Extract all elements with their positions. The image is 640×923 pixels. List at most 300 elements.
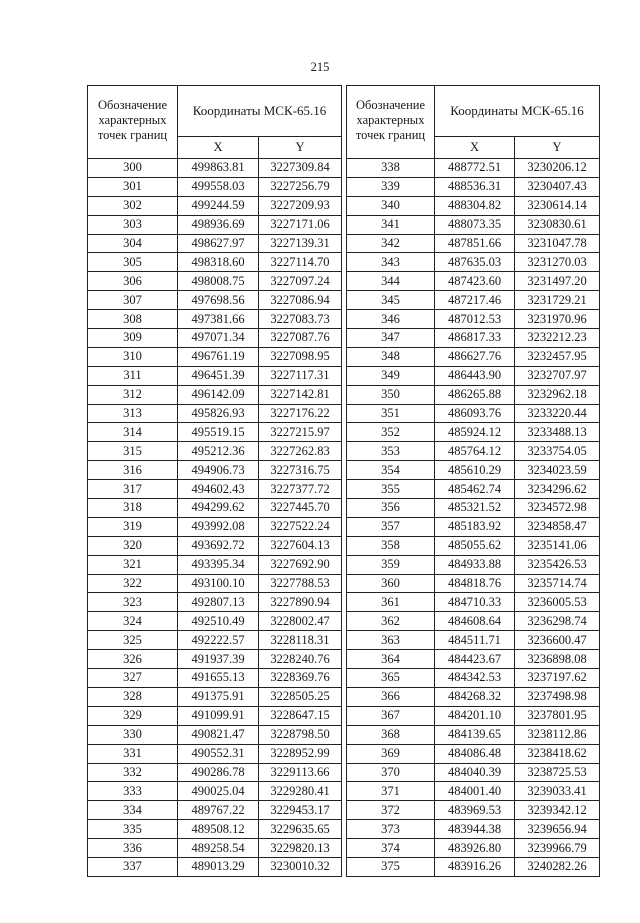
x-coordinate-cell: 483916.26	[435, 857, 515, 876]
point-number-cell: 355	[347, 480, 435, 499]
table-row	[88, 517, 342, 536]
y-coordinate-cell: 3229113.66	[259, 763, 342, 782]
point-number-cell: 306	[88, 272, 178, 291]
table-row	[88, 177, 342, 196]
x-coordinate-cell: 499244.59	[178, 196, 259, 215]
x-coordinate-cell: 487851.66	[435, 234, 515, 253]
point-number-cell: 329	[88, 706, 178, 725]
x-coordinate-cell: 492807.13	[178, 593, 259, 612]
x-coordinate-cell: 486093.76	[435, 404, 515, 423]
y-coordinate-cell: 3237801.95	[515, 706, 600, 725]
point-number-cell: 317	[88, 480, 178, 499]
y-coordinate-cell: 3240282.26	[515, 857, 600, 876]
x-coordinate-cell: 494299.62	[178, 499, 259, 518]
y-coordinate-cell: 3234572.98	[515, 499, 600, 518]
table-row	[88, 196, 342, 215]
y-coordinate-cell: 3228647.15	[259, 706, 342, 725]
y-coordinate-cell: 3234296.62	[515, 480, 600, 499]
x-coordinate-cell: 488304.82	[435, 196, 515, 215]
y-coordinate-cell: 3227083.73	[259, 310, 342, 329]
y-coordinate-cell: 3231497.20	[515, 272, 600, 291]
table-row	[347, 177, 600, 196]
table-row	[88, 574, 342, 593]
table-row	[347, 725, 600, 744]
y-coordinate-cell: 3230614.14	[515, 196, 600, 215]
table-row	[347, 763, 600, 782]
point-number-cell: 342	[347, 234, 435, 253]
table-row	[347, 782, 600, 801]
table-row	[347, 820, 600, 839]
table-row	[347, 423, 600, 442]
table-row	[347, 159, 600, 178]
table-row	[347, 234, 600, 253]
x-coordinate-cell: 484086.48	[435, 744, 515, 763]
y-coordinate-cell: 3227377.72	[259, 480, 342, 499]
point-number-cell: 343	[347, 253, 435, 272]
point-number-cell: 316	[88, 461, 178, 480]
y-coordinate-cell: 3228798.50	[259, 725, 342, 744]
table-row	[347, 839, 600, 858]
coord-system-header: Координаты МСК-65.16	[178, 86, 342, 137]
table-row	[88, 442, 342, 461]
left-table-body	[88, 159, 342, 877]
point-number-cell: 334	[88, 801, 178, 820]
y-coordinate-cell: 3227087.76	[259, 329, 342, 348]
y-coordinate-cell: 3227171.06	[259, 215, 342, 234]
table-row	[88, 763, 342, 782]
y-coordinate-cell: 3234858.47	[515, 517, 600, 536]
table-row	[88, 536, 342, 555]
point-number-cell: 338	[347, 159, 435, 178]
table-row	[88, 480, 342, 499]
x-coordinate-cell: 490025.04	[178, 782, 259, 801]
y-coordinate-cell: 3228118.31	[259, 631, 342, 650]
x-coordinate-cell: 493992.08	[178, 517, 259, 536]
y-coordinate-cell: 3232962.18	[515, 385, 600, 404]
y-coordinate-cell: 3233220.44	[515, 404, 600, 423]
y-coordinate-cell: 3233488.13	[515, 423, 600, 442]
right-table-body	[347, 159, 600, 877]
point-number-cell: 370	[347, 763, 435, 782]
x-coordinate-cell: 485924.12	[435, 423, 515, 442]
x-coordinate-cell: 498318.60	[178, 253, 259, 272]
x-coordinate-cell: 484040.39	[435, 763, 515, 782]
table-row	[88, 839, 342, 858]
point-number-cell: 324	[88, 612, 178, 631]
x-coordinate-cell: 489767.22	[178, 801, 259, 820]
x-coordinate-cell: 486443.90	[435, 366, 515, 385]
y-coordinate-cell: 3227098.95	[259, 347, 342, 366]
point-number-cell: 369	[347, 744, 435, 763]
x-coordinate-cell: 486817.33	[435, 329, 515, 348]
point-number-cell: 326	[88, 650, 178, 669]
table-row	[347, 499, 600, 518]
y-coordinate-cell: 3237197.62	[515, 669, 600, 688]
table-row	[347, 536, 600, 555]
y-coordinate-cell: 3227086.94	[259, 291, 342, 310]
y-coordinate-cell: 3227692.90	[259, 555, 342, 574]
point-number-cell: 371	[347, 782, 435, 801]
y-coordinate-cell: 3232457.95	[515, 347, 600, 366]
x-coordinate-cell: 484710.33	[435, 593, 515, 612]
y-coordinate-cell: 3227176.22	[259, 404, 342, 423]
y-coordinate-cell: 3238725.53	[515, 763, 600, 782]
point-number-cell: 374	[347, 839, 435, 858]
y-coordinate-cell: 3227788.53	[259, 574, 342, 593]
point-number-cell: 345	[347, 291, 435, 310]
x-coordinate-cell: 488536.31	[435, 177, 515, 196]
x-coordinate-cell: 496761.19	[178, 347, 259, 366]
point-number-cell: 349	[347, 366, 435, 385]
y-coordinate-cell: 3231970.96	[515, 310, 600, 329]
x-coordinate-cell: 494906.73	[178, 461, 259, 480]
y-column-header: Y	[515, 137, 600, 159]
point-number-cell: 373	[347, 820, 435, 839]
y-coordinate-cell: 3227097.24	[259, 272, 342, 291]
point-number-cell: 319	[88, 517, 178, 536]
x-coordinate-cell: 495519.15	[178, 423, 259, 442]
x-coordinate-cell: 484001.40	[435, 782, 515, 801]
coordinates-table-left	[87, 85, 342, 877]
table-row	[88, 801, 342, 820]
table-row	[88, 593, 342, 612]
y-coordinate-cell: 3227256.79	[259, 177, 342, 196]
point-number-cell: 339	[347, 177, 435, 196]
x-coordinate-cell: 489258.54	[178, 839, 259, 858]
x-coordinate-cell: 499558.03	[178, 177, 259, 196]
table-row	[88, 366, 342, 385]
x-coordinate-cell: 485764.12	[435, 442, 515, 461]
y-coordinate-cell: 3227309.84	[259, 159, 342, 178]
y-coordinate-cell: 3227142.81	[259, 385, 342, 404]
table-row	[88, 272, 342, 291]
point-number-cell: 357	[347, 517, 435, 536]
table-row	[347, 706, 600, 725]
x-coordinate-cell: 484818.76	[435, 574, 515, 593]
table-row	[88, 744, 342, 763]
x-coordinate-cell: 487423.60	[435, 272, 515, 291]
x-coordinate-cell: 484139.65	[435, 725, 515, 744]
point-number-cell: 337	[88, 857, 178, 876]
y-coordinate-cell: 3227445.70	[259, 499, 342, 518]
point-number-cell: 312	[88, 385, 178, 404]
point-number-cell: 311	[88, 366, 178, 385]
point-number-cell: 325	[88, 631, 178, 650]
y-coordinate-cell: 3231270.03	[515, 253, 600, 272]
page-number: 215	[310, 60, 330, 74]
x-coordinate-cell: 495212.36	[178, 442, 259, 461]
table-row	[347, 593, 600, 612]
table-row	[347, 272, 600, 291]
table-row	[347, 574, 600, 593]
x-coordinate-cell: 498627.97	[178, 234, 259, 253]
table-row	[88, 385, 342, 404]
y-coordinate-cell: 3230010.32	[259, 857, 342, 876]
y-coordinate-cell: 3228002.47	[259, 612, 342, 631]
x-coordinate-cell: 490286.78	[178, 763, 259, 782]
point-number-cell: 344	[347, 272, 435, 291]
y-coordinate-cell: 3232212.23	[515, 329, 600, 348]
x-coordinate-cell: 495826.93	[178, 404, 259, 423]
x-coordinate-cell: 484268.32	[435, 687, 515, 706]
x-coordinate-cell: 488772.51	[435, 159, 515, 178]
y-coordinate-cell: 3227139.31	[259, 234, 342, 253]
y-column-header: Y	[259, 137, 342, 159]
y-coordinate-cell: 3239033.41	[515, 782, 600, 801]
point-number-cell: 300	[88, 159, 178, 178]
point-number-cell: 336	[88, 839, 178, 858]
table-row	[88, 612, 342, 631]
point-number-cell: 308	[88, 310, 178, 329]
x-column-header: X	[178, 137, 259, 159]
table-row	[347, 461, 600, 480]
point-number-cell: 352	[347, 423, 435, 442]
table-row	[88, 820, 342, 839]
y-coordinate-cell: 3227604.13	[259, 536, 342, 555]
x-coordinate-cell: 484342.53	[435, 669, 515, 688]
x-coordinate-cell: 490821.47	[178, 725, 259, 744]
x-coordinate-cell: 485055.62	[435, 536, 515, 555]
table-row	[347, 517, 600, 536]
table-row	[88, 706, 342, 725]
y-coordinate-cell: 3227117.31	[259, 366, 342, 385]
y-coordinate-cell: 3236005.53	[515, 593, 600, 612]
point-number-cell: 302	[88, 196, 178, 215]
point-number-cell: 321	[88, 555, 178, 574]
point-label-header: Обозначение характерных точек границ	[347, 86, 435, 159]
point-number-cell: 362	[347, 612, 435, 631]
x-coordinate-cell: 486265.88	[435, 385, 515, 404]
x-coordinate-cell: 486627.76	[435, 347, 515, 366]
y-coordinate-cell: 3235714.74	[515, 574, 600, 593]
x-coordinate-cell: 491099.91	[178, 706, 259, 725]
table-row	[88, 725, 342, 744]
x-coordinate-cell: 488073.35	[435, 215, 515, 234]
y-coordinate-cell: 3227209.93	[259, 196, 342, 215]
point-number-cell: 332	[88, 763, 178, 782]
x-column-header: X	[435, 137, 515, 159]
point-number-cell: 327	[88, 669, 178, 688]
point-number-cell: 350	[347, 385, 435, 404]
table-row	[88, 857, 342, 876]
point-number-cell: 320	[88, 536, 178, 555]
y-coordinate-cell: 3239342.12	[515, 801, 600, 820]
point-number-cell: 353	[347, 442, 435, 461]
y-coordinate-cell: 3239656.94	[515, 820, 600, 839]
point-number-cell: 305	[88, 253, 178, 272]
table-row	[347, 310, 600, 329]
point-number-cell: 365	[347, 669, 435, 688]
point-number-cell: 323	[88, 593, 178, 612]
point-number-cell: 367	[347, 706, 435, 725]
point-number-cell: 335	[88, 820, 178, 839]
x-coordinate-cell: 492510.49	[178, 612, 259, 631]
y-coordinate-cell: 3231047.78	[515, 234, 600, 253]
y-coordinate-cell: 3229453.17	[259, 801, 342, 820]
table-row	[347, 631, 600, 650]
y-coordinate-cell: 3232707.97	[515, 366, 600, 385]
y-coordinate-cell: 3227215.97	[259, 423, 342, 442]
table-row	[347, 801, 600, 820]
x-coordinate-cell: 493395.34	[178, 555, 259, 574]
table-row	[88, 650, 342, 669]
y-coordinate-cell: 3229280.41	[259, 782, 342, 801]
table-row	[347, 442, 600, 461]
y-coordinate-cell: 3234023.59	[515, 461, 600, 480]
x-coordinate-cell: 496451.39	[178, 366, 259, 385]
y-coordinate-cell: 3230830.61	[515, 215, 600, 234]
point-number-cell: 301	[88, 177, 178, 196]
x-coordinate-cell: 485183.92	[435, 517, 515, 536]
x-coordinate-cell: 489013.29	[178, 857, 259, 876]
y-coordinate-cell: 3227316.75	[259, 461, 342, 480]
y-coordinate-cell: 3230407.43	[515, 177, 600, 196]
point-number-cell: 375	[347, 857, 435, 876]
table-row	[347, 744, 600, 763]
y-coordinate-cell: 3230206.12	[515, 159, 600, 178]
x-coordinate-cell: 489508.12	[178, 820, 259, 839]
x-coordinate-cell: 490552.31	[178, 744, 259, 763]
x-coordinate-cell: 494602.43	[178, 480, 259, 499]
table-row	[347, 253, 600, 272]
y-coordinate-cell: 3236298.74	[515, 612, 600, 631]
table-row	[347, 650, 600, 669]
y-coordinate-cell: 3236898.08	[515, 650, 600, 669]
x-coordinate-cell: 492222.57	[178, 631, 259, 650]
x-coordinate-cell: 487635.03	[435, 253, 515, 272]
y-coordinate-cell: 3233754.05	[515, 442, 600, 461]
table-row	[347, 555, 600, 574]
point-number-cell: 341	[347, 215, 435, 234]
table-row	[88, 215, 342, 234]
x-coordinate-cell: 485321.52	[435, 499, 515, 518]
table-row	[88, 310, 342, 329]
x-coordinate-cell: 497071.34	[178, 329, 259, 348]
x-coordinate-cell: 483944.38	[435, 820, 515, 839]
point-number-cell: 368	[347, 725, 435, 744]
table-row	[88, 159, 342, 178]
x-coordinate-cell: 487217.46	[435, 291, 515, 310]
point-label-header: Обозначение характерных точек границ	[88, 86, 178, 159]
point-number-cell: 330	[88, 725, 178, 744]
point-number-cell: 347	[347, 329, 435, 348]
point-number-cell: 372	[347, 801, 435, 820]
y-coordinate-cell: 3227114.70	[259, 253, 342, 272]
table-row	[88, 669, 342, 688]
point-number-cell: 318	[88, 499, 178, 518]
y-coordinate-cell: 3236600.47	[515, 631, 600, 650]
point-number-cell: 348	[347, 347, 435, 366]
table-row	[347, 196, 600, 215]
point-number-cell: 364	[347, 650, 435, 669]
point-number-cell: 361	[347, 593, 435, 612]
y-coordinate-cell: 3238418.62	[515, 744, 600, 763]
table-row	[347, 687, 600, 706]
table-row	[347, 404, 600, 423]
x-coordinate-cell: 491937.39	[178, 650, 259, 669]
point-number-cell: 333	[88, 782, 178, 801]
x-coordinate-cell: 484933.88	[435, 555, 515, 574]
y-coordinate-cell: 3229820.13	[259, 839, 342, 858]
table-row	[88, 347, 342, 366]
table-row	[347, 291, 600, 310]
table-row	[347, 612, 600, 631]
point-number-cell: 303	[88, 215, 178, 234]
x-coordinate-cell: 491655.13	[178, 669, 259, 688]
point-number-cell: 315	[88, 442, 178, 461]
y-coordinate-cell: 3229635.65	[259, 820, 342, 839]
point-number-cell: 356	[347, 499, 435, 518]
table-row	[88, 687, 342, 706]
table-row	[88, 782, 342, 801]
point-number-cell: 307	[88, 291, 178, 310]
x-coordinate-cell: 483926.80	[435, 839, 515, 858]
x-coordinate-cell: 487012.53	[435, 310, 515, 329]
x-coordinate-cell: 499863.81	[178, 159, 259, 178]
point-number-cell: 310	[88, 347, 178, 366]
x-coordinate-cell: 483969.53	[435, 801, 515, 820]
y-coordinate-cell: 3235426.53	[515, 555, 600, 574]
x-coordinate-cell: 485462.74	[435, 480, 515, 499]
table-row	[347, 366, 600, 385]
point-number-cell: 363	[347, 631, 435, 650]
x-coordinate-cell: 484511.71	[435, 631, 515, 650]
x-coordinate-cell: 498008.75	[178, 272, 259, 291]
table-row	[88, 234, 342, 253]
x-coordinate-cell: 497381.66	[178, 310, 259, 329]
y-coordinate-cell: 3227522.24	[259, 517, 342, 536]
point-number-cell: 359	[347, 555, 435, 574]
table-row	[88, 404, 342, 423]
table-row	[347, 669, 600, 688]
x-coordinate-cell: 497698.56	[178, 291, 259, 310]
point-number-cell: 351	[347, 404, 435, 423]
y-coordinate-cell: 3227890.94	[259, 593, 342, 612]
x-coordinate-cell: 491375.91	[178, 687, 259, 706]
coordinates-table-right	[346, 85, 600, 877]
y-coordinate-cell: 3239966.79	[515, 839, 600, 858]
x-coordinate-cell: 493100.10	[178, 574, 259, 593]
point-number-cell: 366	[347, 687, 435, 706]
point-number-cell: 358	[347, 536, 435, 555]
table-row	[88, 253, 342, 272]
y-coordinate-cell: 3227262.83	[259, 442, 342, 461]
table-row	[88, 499, 342, 518]
table-row	[347, 347, 600, 366]
point-number-cell: 346	[347, 310, 435, 329]
y-coordinate-cell: 3238112.86	[515, 725, 600, 744]
table-row	[88, 555, 342, 574]
x-coordinate-cell: 484423.67	[435, 650, 515, 669]
table-row	[88, 461, 342, 480]
point-number-cell: 304	[88, 234, 178, 253]
point-number-cell: 313	[88, 404, 178, 423]
table-row	[88, 291, 342, 310]
table-row	[88, 423, 342, 442]
point-number-cell: 328	[88, 687, 178, 706]
table-row	[347, 857, 600, 876]
point-number-cell: 354	[347, 461, 435, 480]
x-coordinate-cell: 493692.72	[178, 536, 259, 555]
y-coordinate-cell: 3235141.06	[515, 536, 600, 555]
point-number-cell: 340	[347, 196, 435, 215]
y-coordinate-cell: 3228240.76	[259, 650, 342, 669]
point-number-cell: 331	[88, 744, 178, 763]
table-row	[347, 215, 600, 234]
coord-system-header: Координаты МСК-65.16	[435, 86, 600, 137]
y-coordinate-cell: 3228505.25	[259, 687, 342, 706]
y-coordinate-cell: 3228952.99	[259, 744, 342, 763]
